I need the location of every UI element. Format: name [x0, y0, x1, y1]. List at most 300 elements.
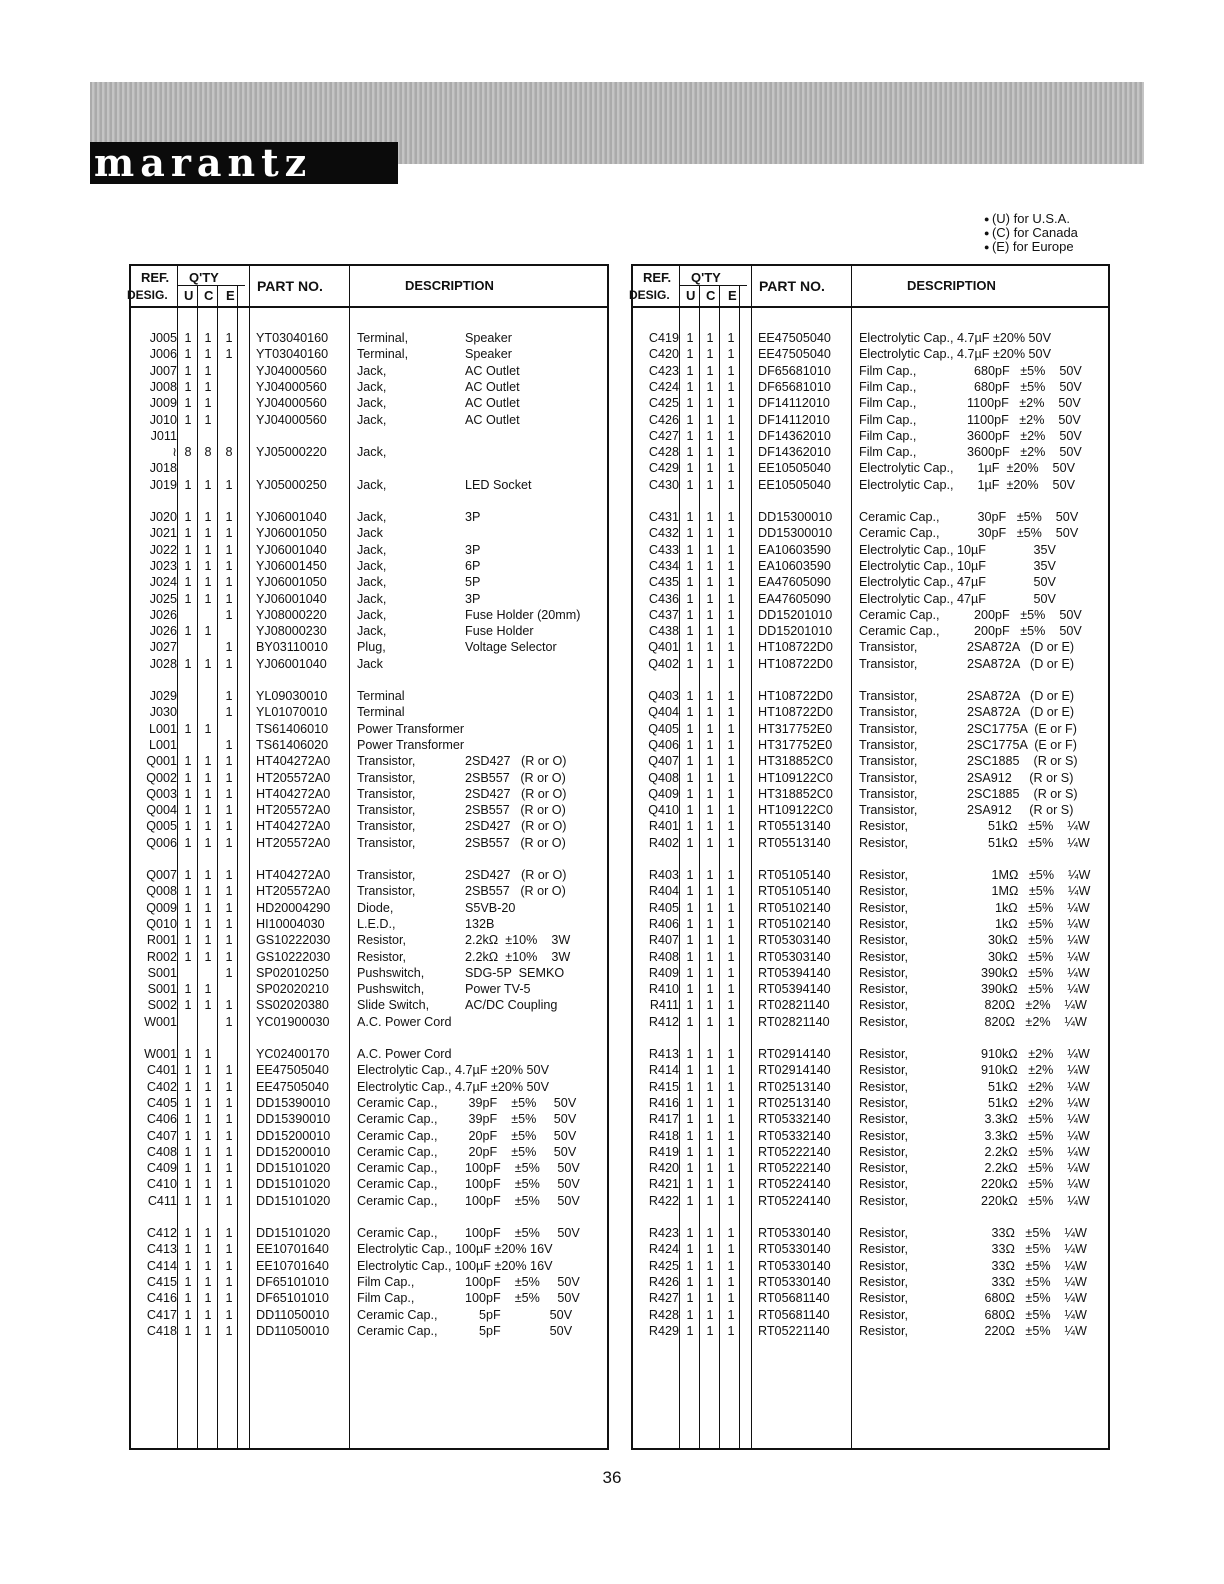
- qty-us: 1: [184, 982, 192, 997]
- qty-canada: 1: [204, 363, 212, 378]
- ref-designator: R426: [648, 1274, 679, 1289]
- qty-us: 1: [184, 916, 192, 931]
- part-number: DF65681010: [758, 379, 831, 394]
- description: Resistor,: [859, 1112, 908, 1127]
- qty-us: 1: [184, 1063, 192, 1078]
- table-row: [633, 412, 1108, 428]
- part-number: DD11050010: [256, 1307, 330, 1322]
- qty-us: 1: [184, 803, 192, 818]
- qty-canada: 1: [204, 1323, 212, 1338]
- ref-designator: R416: [648, 1095, 679, 1110]
- description: Pushswitch,: [357, 965, 425, 980]
- table-row: [131, 867, 607, 883]
- specification: 2SA912 (R or S): [967, 770, 1074, 785]
- qty-europe: 1: [727, 1274, 735, 1289]
- part-number: EE10505040: [758, 461, 831, 476]
- table-row: [633, 900, 1108, 916]
- ref-designator: J008: [149, 379, 177, 394]
- part-number: YT03040160: [256, 331, 329, 345]
- part-number: YJ04000560: [256, 379, 327, 394]
- qty-europe: 1: [727, 640, 735, 655]
- table-row: [633, 1225, 1108, 1241]
- qty-us: 1: [184, 1095, 192, 1110]
- part-number: YJ06001450: [256, 558, 327, 573]
- specification: 30pF ±5% 50V: [967, 526, 1079, 541]
- specification: 2SB557 (R or O): [465, 803, 566, 818]
- part-number: RT05224140: [758, 1177, 831, 1192]
- ref-designator: W001: [144, 1047, 177, 1061]
- description: Resistor,: [859, 1226, 908, 1240]
- qty-us: 1: [686, 835, 694, 850]
- description: Electrolytic Cap., 4.7µF ±20% 50V: [357, 1079, 549, 1094]
- table-row: [633, 460, 1108, 476]
- qty-europe: 1: [727, 575, 735, 590]
- table-row: [131, 949, 607, 965]
- table-row: [131, 656, 607, 672]
- description: Electrolytic Cap., 100µF ±20% 16V: [357, 1242, 553, 1257]
- qty-us: 1: [686, 1161, 694, 1176]
- header-description: DESCRIPTION: [405, 278, 494, 293]
- qty-europe: 1: [727, 558, 735, 573]
- qty-us: 1: [184, 721, 192, 736]
- header-part-no: PART NO.: [759, 278, 825, 294]
- part-number: RT05681140: [758, 1307, 830, 1322]
- qty-europe: 1: [727, 933, 735, 948]
- specification: 100pF ±5% 50V: [465, 1177, 580, 1192]
- ref-designator: R409: [648, 965, 679, 980]
- part-number: SS02020380: [256, 998, 329, 1013]
- table-row: [633, 1095, 1108, 1111]
- qty-canada: 1: [204, 379, 212, 394]
- table-row: [131, 346, 607, 362]
- part-number: HT109122C0: [758, 770, 833, 785]
- ref-designator: R402: [648, 835, 679, 850]
- table-row: [633, 639, 1108, 655]
- specification: 1µF ±20% 50V: [967, 461, 1075, 476]
- qty-europe: 1: [727, 624, 735, 639]
- qty-canada: 1: [204, 477, 212, 492]
- qty-us: 1: [686, 1079, 694, 1094]
- legend-item-europe: ● (E) for Europe: [984, 240, 1078, 254]
- specification: 680Ω ±5% ¼W: [967, 1307, 1087, 1322]
- specification: S5VB-20: [465, 900, 516, 915]
- part-number: RT05303140: [758, 949, 831, 964]
- specification: 2SB557 (R or O): [465, 770, 566, 785]
- description: Film Cap.,: [859, 445, 917, 460]
- qty-europe: 1: [727, 445, 735, 460]
- qty-europe: 1: [727, 1226, 735, 1240]
- specification: 2SD427 (R or O): [465, 819, 567, 834]
- qty-us: 1: [686, 916, 694, 931]
- qty-europe: 1: [727, 770, 735, 785]
- description: Resistor,: [859, 1274, 908, 1289]
- specification: 2SC1885 (R or S): [967, 754, 1078, 769]
- description: Jack,: [357, 575, 387, 590]
- qty-us: 1: [184, 363, 192, 378]
- specification: 220kΩ ±5% ¼W: [967, 1193, 1090, 1208]
- qty-canada: 1: [204, 1095, 212, 1110]
- qty-europe: 1: [727, 1258, 735, 1273]
- part-number: RT02821140: [758, 998, 830, 1013]
- header-ref: REF.: [643, 270, 672, 285]
- qty-us: 1: [686, 526, 694, 541]
- qty-europe: 1: [225, 640, 233, 655]
- part-number: EA47605090: [758, 591, 831, 606]
- qty-europe: 1: [225, 998, 233, 1013]
- table-row: [131, 818, 607, 834]
- qty-us: 1: [184, 1177, 192, 1192]
- ref-designator: R422: [648, 1193, 679, 1208]
- ref-designator: J020: [149, 510, 177, 524]
- specification: AC/DC Coupling: [465, 998, 558, 1013]
- qty-us: 1: [686, 331, 694, 345]
- description: Terminal,: [357, 347, 409, 362]
- table-row: [633, 477, 1108, 493]
- qty-europe: 8: [225, 445, 233, 460]
- qty-europe: 1: [225, 786, 233, 801]
- header-part-no: PART NO.: [257, 278, 323, 294]
- specification: 20pF ±5% 50V: [465, 1144, 577, 1159]
- qty-canada: 1: [204, 933, 212, 948]
- qty-europe: 1: [727, 1161, 735, 1176]
- qty-europe: 1: [727, 689, 735, 703]
- qty-us: 1: [686, 379, 694, 394]
- part-number: TS61406010: [256, 721, 329, 736]
- qty-us: 1: [184, 1047, 192, 1061]
- ref-designator: J030: [149, 705, 177, 720]
- region-legend: [984, 212, 1078, 254]
- ref-designator: Q401: [648, 640, 679, 655]
- qty-rule: [177, 285, 245, 286]
- specification: 2SB557 (R or O): [465, 835, 566, 850]
- qty-europe: 1: [727, 1144, 735, 1159]
- qty-europe: 1: [727, 510, 735, 524]
- part-number: DF65101010: [256, 1291, 329, 1306]
- qty-us: 1: [686, 607, 694, 622]
- description: Transistor,: [859, 705, 918, 720]
- qty-us: 1: [686, 1226, 694, 1240]
- qty-canada: 1: [706, 1014, 714, 1029]
- description: Resistor,: [859, 949, 908, 964]
- description: Jack,: [357, 510, 387, 524]
- ref-designator: C431: [648, 510, 679, 524]
- qty-us: 1: [184, 786, 192, 801]
- qty-canada: 1: [204, 819, 212, 834]
- qty-us: 1: [686, 558, 694, 573]
- description: Transistor,: [357, 770, 416, 785]
- part-number: TS61406020: [256, 737, 329, 752]
- qty-europe: 1: [225, 1193, 233, 1208]
- description: A.C. Power Cord: [357, 1014, 452, 1029]
- qty-europe: 1: [225, 737, 233, 752]
- description: Electrolytic Cap., 4.7µF ±20% 50V: [859, 331, 1051, 345]
- part-number: DD15201010: [758, 607, 833, 622]
- description: Transistor,: [859, 656, 918, 671]
- specification: 200pF ±5% 50V: [967, 624, 1082, 639]
- qty-us: 1: [686, 428, 694, 443]
- qty-us: 1: [184, 591, 192, 606]
- qty-canada: 1: [706, 510, 714, 524]
- qty-canada: 1: [706, 331, 714, 345]
- part-number: DD15101020: [256, 1226, 331, 1240]
- qty-europe: 1: [225, 1095, 233, 1110]
- description: Transistor,: [859, 786, 918, 801]
- description: Resistor,: [859, 1193, 908, 1208]
- qty-europe: 1: [225, 1307, 233, 1322]
- table-row: [131, 1290, 607, 1306]
- qty-canada: 1: [204, 591, 212, 606]
- qty-europe: 1: [225, 884, 233, 899]
- ref-designator: J006: [149, 347, 177, 362]
- header-desig: DESIG.: [127, 288, 168, 302]
- table-row: [633, 867, 1108, 883]
- part-number: DF14362010: [758, 428, 831, 443]
- part-number: EE47505040: [256, 1079, 329, 1094]
- part-number: YL09030010: [256, 689, 328, 703]
- specification: 680pF ±5% 50V: [967, 379, 1082, 394]
- qty-europe: 1: [225, 1258, 233, 1273]
- table-row: [633, 1128, 1108, 1144]
- ref-designator: C405: [146, 1095, 177, 1110]
- qty-europe: 1: [727, 379, 735, 394]
- qty-europe: 1: [727, 607, 735, 622]
- part-number: HT205572A0: [256, 803, 331, 818]
- part-number: YJ05000250: [256, 477, 327, 492]
- qty-us: 1: [686, 786, 694, 801]
- description: Film Cap.,: [859, 412, 917, 427]
- qty-canada: 1: [706, 803, 714, 818]
- ref-designator: R405: [648, 900, 679, 915]
- specification: 390kΩ ±5% ¼W: [967, 982, 1090, 997]
- qty-canada: 1: [204, 542, 212, 557]
- ref-designator: C423: [648, 363, 679, 378]
- qty-canada: 1: [706, 770, 714, 785]
- part-number: SP02020210: [256, 982, 329, 997]
- ref-designator: Q007: [146, 868, 177, 882]
- ref-designator: C436: [648, 591, 679, 606]
- table-row: [131, 412, 607, 428]
- qty-us: 1: [686, 803, 694, 818]
- qty-us: 1: [686, 721, 694, 736]
- description: Jack,: [357, 379, 387, 394]
- qty-europe: 1: [727, 1307, 735, 1322]
- qty-europe: 1: [727, 1063, 735, 1078]
- description: Resistor,: [859, 884, 908, 899]
- qty-europe: 1: [225, 558, 233, 573]
- qty-canada: 1: [204, 1193, 212, 1208]
- part-number: YJ08000220: [256, 607, 327, 622]
- specification: 100pF ±5% 50V: [465, 1226, 580, 1240]
- qty-canada: 1: [204, 1063, 212, 1078]
- table-row: [633, 981, 1108, 997]
- table-row: [131, 932, 607, 948]
- qty-europe: 1: [225, 705, 233, 720]
- ref-designator: Q005: [146, 819, 177, 834]
- ref-designator: Q406: [648, 737, 679, 752]
- part-number: DD15201010: [758, 624, 833, 639]
- table-row: [633, 786, 1108, 802]
- qty-canada: 1: [706, 1079, 714, 1094]
- qty-europe: 1: [225, 900, 233, 915]
- description: Slide Switch,: [357, 998, 430, 1013]
- qty-us: 1: [184, 558, 192, 573]
- part-number: YT03040160: [256, 347, 329, 362]
- description: Ceramic Cap.,: [859, 624, 940, 639]
- table-row: [131, 1176, 607, 1192]
- qty-europe: 1: [727, 396, 735, 411]
- qty-canada: 1: [706, 428, 714, 443]
- table-row: [131, 770, 607, 786]
- table-row: [633, 542, 1108, 558]
- table-row: [131, 1128, 607, 1144]
- qty-us: 1: [686, 1047, 694, 1061]
- part-number: HT318852C0: [758, 786, 833, 801]
- part-number: DF14112010: [758, 412, 830, 427]
- specification: 3.3kΩ ±5% ¼W: [967, 1128, 1090, 1143]
- ref-designator: C415: [146, 1274, 177, 1289]
- part-number: YC01900030: [256, 1014, 330, 1029]
- ref-designator: Q009: [146, 900, 177, 915]
- qty-europe: 1: [225, 607, 233, 622]
- table-row: [131, 1258, 607, 1274]
- qty-us: 1: [184, 656, 192, 671]
- qty-us: 1: [686, 770, 694, 785]
- description: Resistor,: [859, 1323, 908, 1338]
- qty-us: 1: [686, 1193, 694, 1208]
- qty-us: 1: [686, 1177, 694, 1192]
- parts-table-left: [129, 264, 609, 1450]
- ref-designator: C427: [648, 428, 679, 443]
- specification: 30pF ±5% 50V: [967, 510, 1079, 524]
- description: Resistor,: [859, 1063, 908, 1078]
- qty-us: 1: [686, 510, 694, 524]
- part-number: HT404272A0: [256, 754, 331, 769]
- ref-designator: R002: [146, 949, 177, 964]
- qty-us: 1: [686, 1063, 694, 1078]
- description: Film Cap.,: [357, 1291, 415, 1306]
- specification: 2SA872A (D or E): [967, 705, 1075, 720]
- table-row: [131, 1274, 607, 1290]
- description: Ceramic Cap.,: [357, 1193, 438, 1208]
- description: Jack,: [357, 445, 387, 460]
- qty-europe: 1: [225, 916, 233, 931]
- qty-canada: 1: [204, 884, 212, 899]
- specification: 1MΩ ±5% ¼W: [967, 884, 1091, 899]
- qty-canada: 1: [706, 916, 714, 931]
- qty-us: 1: [184, 1291, 192, 1306]
- specification: 33Ω ±5% ¼W: [967, 1226, 1087, 1240]
- description: Electrolytic Cap., 10µF: [859, 558, 986, 573]
- qty-canada: 1: [706, 591, 714, 606]
- qty-us: 1: [686, 445, 694, 460]
- qty-europe: 1: [727, 803, 735, 818]
- qty-us: 1: [686, 1128, 694, 1143]
- description: Ceramic Cap.,: [357, 1323, 438, 1338]
- ref-designator: R421: [648, 1177, 679, 1192]
- qty-canada: 1: [204, 721, 212, 736]
- qty-us: 1: [686, 1112, 694, 1127]
- header-u: U: [686, 288, 696, 303]
- specification: AC Outlet: [465, 396, 520, 411]
- specification: 2SA872A (D or E): [967, 689, 1075, 703]
- qty-us: 1: [184, 542, 192, 557]
- ref-designator: L001: [148, 721, 177, 736]
- qty-canada: 1: [706, 461, 714, 476]
- description: Resistor,: [859, 835, 908, 850]
- table-row: [633, 363, 1108, 379]
- qty-us: 1: [686, 998, 694, 1013]
- ref-designator: C424: [648, 379, 679, 394]
- qty-us: 1: [184, 1128, 192, 1143]
- qty-europe: 1: [727, 1095, 735, 1110]
- part-number: EE47505040: [758, 347, 831, 362]
- qty-canada: 1: [204, 412, 212, 427]
- specification: 3P: [465, 591, 481, 606]
- qty-europe: 1: [225, 754, 233, 769]
- ref-designator: R428: [648, 1307, 679, 1322]
- qty-europe: 1: [727, 998, 735, 1013]
- ref-designator: J027: [149, 640, 177, 655]
- ref-designator: Q404: [648, 705, 679, 720]
- qty-canada: 1: [706, 1047, 714, 1061]
- specification: 2SC1775A (E or F): [967, 737, 1077, 752]
- description: Electrolytic Cap., 100µF ±20% 16V: [357, 1258, 553, 1273]
- ref-designator: S001: [147, 982, 177, 997]
- part-number: DD11050010: [256, 1323, 330, 1338]
- description: Transistor,: [859, 721, 918, 736]
- qty-europe: 1: [727, 916, 735, 931]
- qty-europe: 1: [225, 1014, 233, 1029]
- table-row: [633, 1062, 1108, 1078]
- qty-europe: 1: [727, 1128, 735, 1143]
- table-row: [131, 835, 607, 851]
- part-number: SP02010250: [256, 965, 329, 980]
- table-row: [131, 997, 607, 1013]
- specification: 220Ω ±5% ¼W: [967, 1323, 1087, 1338]
- part-number: RT05330140: [758, 1226, 831, 1240]
- qty-canada: 1: [204, 868, 212, 882]
- qty-canada: 1: [706, 786, 714, 801]
- ref-designator: R424: [648, 1242, 679, 1257]
- description: Jack,: [357, 607, 387, 622]
- qty-europe: 1: [225, 819, 233, 834]
- ref-designator: C438: [648, 624, 679, 639]
- qty-canada: 1: [204, 1291, 212, 1306]
- ref-designator: J011: [150, 428, 177, 443]
- qty-canada: 1: [706, 982, 714, 997]
- specification: 2SD427 (R or O): [465, 868, 567, 882]
- qty-europe: 1: [727, 819, 735, 834]
- part-number: HI10004030: [256, 916, 325, 931]
- qty-us: 1: [184, 379, 192, 394]
- description: Film Cap.,: [859, 428, 917, 443]
- part-number: RT05224140: [758, 1193, 831, 1208]
- description: Electrolytic Cap.,: [859, 477, 954, 492]
- specification: 2SD427 (R or O): [465, 754, 567, 769]
- table-row: [633, 737, 1108, 753]
- specification: 30kΩ ±5% ¼W: [967, 933, 1090, 948]
- part-number: DF14362010: [758, 445, 831, 460]
- qty-canada: 1: [204, 1128, 212, 1143]
- brand-logo: marantz: [90, 142, 398, 184]
- qty-us: 1: [686, 624, 694, 639]
- part-number: HT317752E0: [758, 737, 833, 752]
- description: Resistor,: [859, 933, 908, 948]
- table-row: [131, 428, 607, 444]
- table-row: [633, 1258, 1108, 1274]
- table-row: [633, 1290, 1108, 1306]
- qty-europe: 1: [727, 331, 735, 345]
